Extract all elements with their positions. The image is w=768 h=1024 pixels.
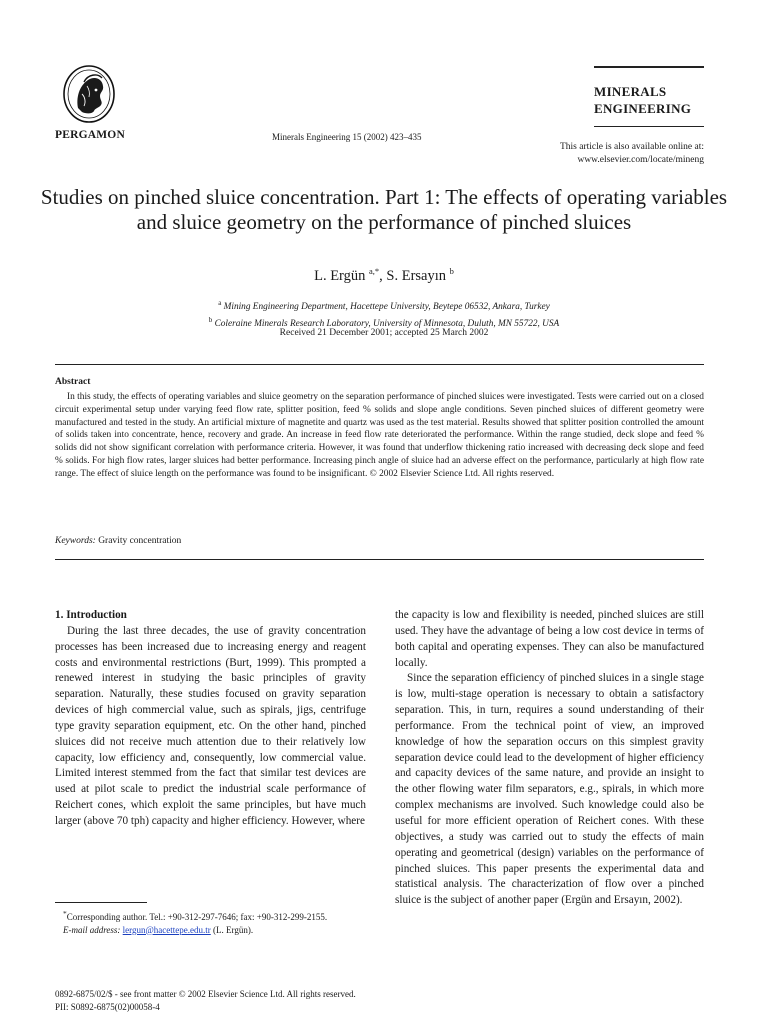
- footnote-contact: Corresponding author. Tel.: +90-312-297-7646; fax: +90-312-299-2155.: [66, 912, 328, 922]
- online-availability: [560, 141, 704, 167]
- footnote-email: [55, 924, 366, 937]
- paragraph: Since the separation efficiency of pinched sluices in a single stage is low, multi-stage operation is necessary to obtain a satisfactory separation. This, in turn, requires a sound understanding of their performance. From the technical point of view, an improved knowledge of how the separation occurs on this simplest gravity separation device could lead to the development of higher efficiency and capacity devices of the same nature, and provide an insight to the other flowing water film separators, e.g., spirals, in which more complex mechanisms are involved. Such knowledge could also be useful for more efficient operation of Reichert cones. With these objectives, a study was carried out to study the effects of main operating and geometrical (design) variables on the performance of pinched sluices. This paper presents the experimental data and statistical analysis. The characterization of flow over a pinched sluice is the subject of another paper (Ergün and Ersayın, 2002).: [395, 672, 704, 907]
- footnote: [55, 908, 366, 936]
- email-label: E-mail address:: [63, 924, 121, 935]
- affiliation-a-mark: a: [218, 299, 222, 307]
- received-dates: Received 21 December 2001; accepted 25 March 2002: [279, 328, 489, 338]
- copyright-line: 0892-6875/02/$ - see front matter © 2002 Elsevier Science Ltd. All rights reserved.: [55, 989, 356, 999]
- paragraph: During the last three decades, the use of gravity concentration processes has been increased due to increasing energy and reagent costs and environmental restrictions (Burt, 1999). This prompted a renewed interest in studying the basic principles of gravity separation. Naturally, these studies focused on gravity separation devices of high commercial value, such as spirals, jigs, centrifuge type gravity separation equipment, etc. On the other hand, pinched sluices did not receive much attention due to their relatively low capacity, low efficiency and, consequently, low commercial value. Limited interest stemmed from the fact that similar test devices are used at pilot scale to predict the industrial scale performance of Reichert cones, which exploit the same principles, but have much larger (above 70 tph) capacity and higher efficiency. However, where: [55, 624, 366, 827]
- paragraph: the capacity is low and flexibility is needed, pinched sluices are still used. They have the advantage of being a low cost device in terms of both capital and operating expenses. They can also be manufactured locally.: [395, 609, 704, 669]
- header-bottom-rule: [594, 126, 704, 127]
- footnote-mark: *: [63, 909, 67, 918]
- email-link[interactable]: lergun@hacettepe.edu.tr: [122, 924, 211, 935]
- body-column-left: [55, 608, 366, 830]
- affiliations: [0, 297, 768, 330]
- footnote-rule: [55, 902, 147, 903]
- author-ergun-marks: a,*: [369, 266, 380, 276]
- journal-name-line2: ENGINEERING: [594, 101, 692, 116]
- publisher-name: PERGAMON: [55, 129, 125, 141]
- article-title: Studies on pinched sluice concentration. Part 1: The effects of operating variables and sluice geometry on the performance of pinched sluices: [40, 185, 728, 234]
- email-suffix: (L. Ergün).: [210, 924, 254, 935]
- affiliation-a-text: Mining Engineering Department, Hacettepe University, Beytepe 06532, Ankara, Turkey: [223, 302, 550, 313]
- journal-name: [594, 83, 714, 117]
- author-ersayin-marks: b: [449, 266, 454, 276]
- author-separator: ,: [379, 267, 387, 284]
- pergamon-logo-icon: [62, 64, 116, 124]
- author-ergun: L. Ergün: [314, 267, 366, 284]
- journal-reference: Minerals Engineering 15 (2002) 423–435: [272, 132, 422, 142]
- copyright-notice: [55, 988, 356, 1013]
- pii-line: PII: S0892-6875(02)00058-4: [55, 1001, 160, 1012]
- section-heading-introduction: 1. Introduction: [55, 609, 127, 621]
- abstract-bottom-rule: [55, 559, 704, 560]
- affiliation-b-mark: b: [208, 315, 213, 324]
- keywords: [55, 536, 181, 546]
- journal-name-line1: MINERALS: [594, 84, 667, 99]
- keywords-label: Keywords:: [55, 536, 96, 546]
- abstract-top-rule: [55, 364, 704, 365]
- affiliation-b-text: Coleraine Minerals Research Laboratory, University of Minnesota, Duluth, MN 55722, USA: [214, 318, 560, 329]
- footnote-corresponding: [55, 908, 366, 924]
- author-list: [0, 266, 768, 285]
- body-column-right: [395, 608, 704, 909]
- affiliation-a: [0, 297, 768, 314]
- author-ersayin: S. Ersayın: [386, 267, 447, 284]
- abstract-text: In this study, the effects of operating variables and sluice geometry on the separation performance of pinched sluices were investigated. Tests were carried out on a closed circuit experimental setup under varying feed flow rate, splitter position, feed % solids and slope angle conditions. Seven pinched sluices of different geometry were manufactured and tested in the study. An artificial mixture of magnetite and quartz was used as the test material. Results showed that splitter position controlled the amount of solids taken into concentrate, hence, recovery and grade. An increase in feed flow rate deteriorated the performance. Within the range studied, deck slope and feed % solids did not show significant correlation with performance criteria. However, it was found that underflow thickening ratio increased with decreasing deck slope and feed % solids. For high flow rates, larger sluices had better performance. Increasing pinch angle of sluice had an adverse effect on the performance, particularly at high flow rate range. The effect of sluice length on the performance was found to be insignificant. © 2002 Elsevier Science Ltd. All rights reserved.: [55, 392, 704, 479]
- abstract-heading: Abstract: [55, 377, 91, 387]
- online-note: This article is also available online at:: [559, 142, 704, 152]
- online-url[interactable]: www.elsevier.com/locate/mineng: [577, 155, 704, 165]
- header-top-rule: [594, 66, 704, 68]
- keywords-value: Gravity concentration: [98, 536, 182, 546]
